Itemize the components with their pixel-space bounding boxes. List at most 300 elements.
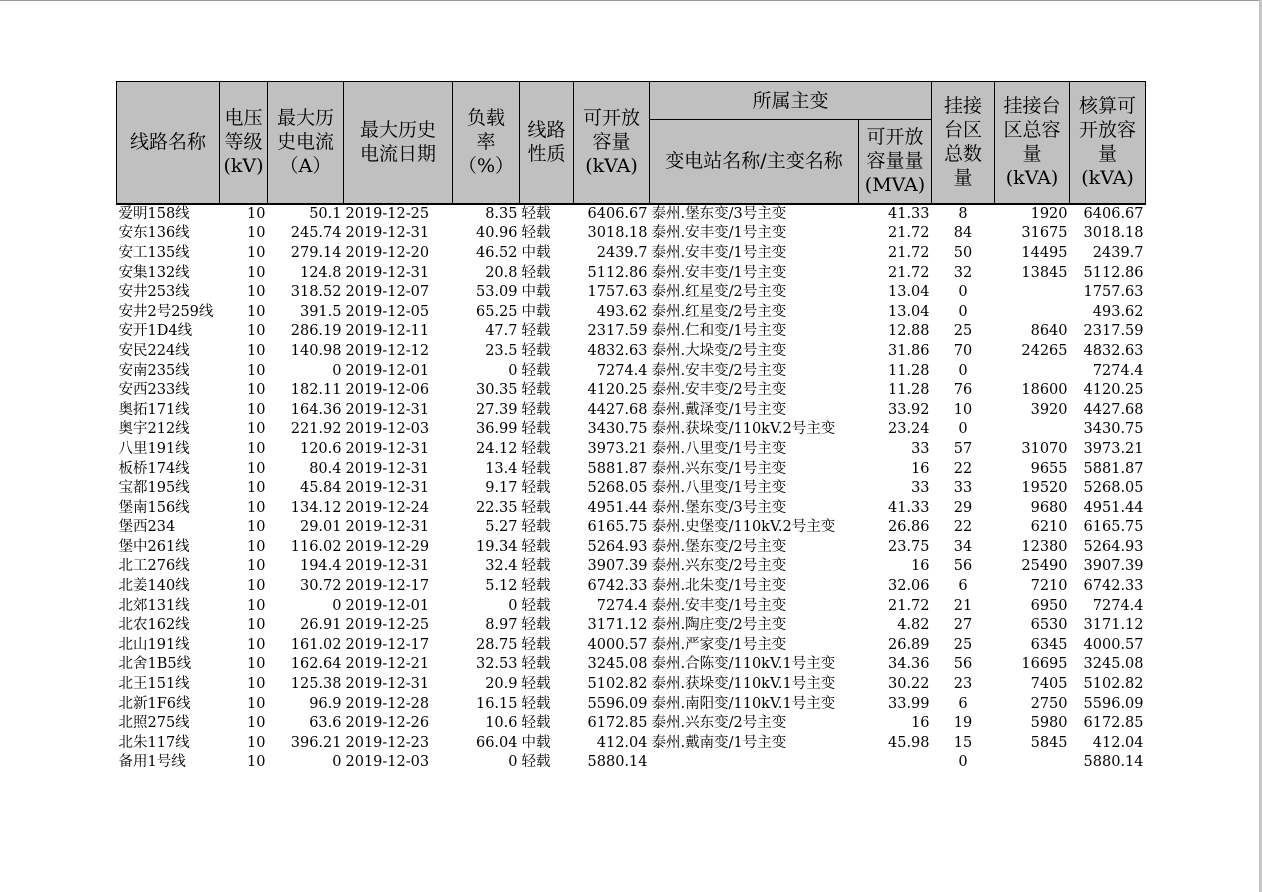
- cell-max-date: 2019-12-26: [345, 715, 430, 732]
- cell-nature: 轻载: [521, 558, 551, 575]
- cell-voltage: 10: [247, 676, 266, 693]
- cell-main-open-capacity: 33: [911, 440, 930, 457]
- header-verified-capacity: 核算可 开放容 量 (kVA): [1070, 82, 1146, 204]
- table-row: [117, 498, 1146, 518]
- cell-area-total-capacity: 2750: [1030, 695, 1068, 712]
- cell-verified-capacity: 3018.18: [1083, 225, 1144, 242]
- cell-open-capacity: 4832.63: [587, 342, 648, 359]
- cell-max-current: 221.92: [290, 421, 342, 438]
- cell-verified-capacity: 4427.68: [1083, 401, 1144, 418]
- cell-open-capacity: 5102.82: [587, 676, 648, 693]
- cell-open-capacity: 3430.75: [587, 421, 648, 438]
- table-row: [117, 479, 1146, 499]
- cell-load-rate: 0: [508, 362, 518, 379]
- cell-open-capacity: 5596.09: [587, 695, 648, 712]
- table-row: [117, 636, 1146, 656]
- cell-voltage: 10: [247, 362, 266, 379]
- cell-voltage: 10: [247, 264, 266, 281]
- cell-verified-capacity: 3907.39: [1083, 558, 1144, 575]
- cell-verified-capacity: 4000.57: [1083, 636, 1144, 653]
- table-row: [117, 224, 1146, 244]
- cell-nature: 轻载: [521, 480, 551, 497]
- cell-max-current: 50.1: [309, 205, 342, 222]
- cell-line-name: 安南235线: [118, 362, 190, 379]
- cell-main-open-capacity: 45.98: [888, 734, 930, 751]
- cell-max-current: 162.64: [290, 656, 342, 673]
- cell-area-total-capacity: [995, 361, 1070, 381]
- cell-nature: 轻载: [521, 382, 551, 399]
- header-line-name: 线路名称: [117, 82, 220, 204]
- cell-max-date: 2019-12-31: [345, 440, 430, 457]
- cell-nature: 轻载: [521, 225, 551, 242]
- cell-load-rate: 28.75: [475, 636, 518, 653]
- cell-max-current: 80.4: [309, 460, 342, 477]
- cell-nature: 轻载: [521, 695, 551, 712]
- cell-max-date: 2019-12-01: [345, 597, 430, 614]
- cell-substation: 泰州.大垛变/2号主变: [651, 342, 787, 359]
- cell-max-current: 63.6: [309, 715, 342, 732]
- cell-max-current: 161.02: [290, 636, 342, 653]
- cell-main-open-capacity: 12.88: [888, 323, 930, 340]
- cell-main-open-capacity: 21.72: [888, 244, 930, 261]
- cell-main-open-capacity: 41.33: [888, 499, 930, 516]
- cell-open-capacity: 5881.87: [587, 460, 648, 477]
- cell-area-count: 8: [958, 205, 968, 222]
- cell-substation: 泰州.堡东变/3号主变: [651, 205, 787, 222]
- header-open-capacity: 可开放 容量 (kVA): [574, 82, 650, 204]
- cell-verified-capacity: 5596.09: [1083, 695, 1144, 712]
- cell-nature: 轻载: [521, 264, 551, 281]
- cell-area-total-capacity: [995, 283, 1070, 303]
- cell-line-name: 奥宇212线: [118, 421, 190, 438]
- cell-open-capacity: 5880.14: [587, 754, 648, 771]
- cell-voltage: 10: [247, 342, 266, 359]
- cell-substation: 泰州.兴东变/2号主变: [651, 715, 787, 732]
- cell-area-count: 57: [953, 440, 973, 457]
- cell-voltage: 10: [247, 480, 266, 497]
- cell-voltage: 10: [247, 460, 266, 477]
- cell-area-total-capacity: 9680: [1030, 499, 1068, 516]
- cell-max-date: 2019-12-01: [345, 362, 430, 379]
- cell-area-total-capacity: 31070: [1021, 440, 1068, 457]
- table-row: [117, 204, 1146, 225]
- cell-line-name: 北朱117线: [118, 734, 190, 751]
- cell-open-capacity: 6742.33: [587, 578, 648, 595]
- cell-open-capacity: 6165.75: [587, 519, 648, 536]
- cell-main-open-capacity: 34.36: [888, 656, 930, 673]
- cell-max-date: 2019-12-31: [345, 676, 430, 693]
- cell-max-current: 396.21: [290, 734, 342, 751]
- cell-nature: 轻载: [521, 323, 551, 340]
- cell-area-count: 0: [958, 362, 968, 379]
- cell-verified-capacity: 3973.21: [1083, 440, 1144, 457]
- cell-main-open-capacity: 11.28: [888, 382, 930, 399]
- cell-verified-capacity: 5112.86: [1083, 264, 1144, 281]
- table-row: [117, 714, 1146, 734]
- cell-open-capacity: 493.62: [596, 303, 648, 320]
- table-row: [117, 694, 1146, 714]
- cell-max-current: 318.52: [290, 284, 342, 301]
- cell-main-open-capacity: 16: [911, 558, 930, 575]
- cell-line-name: 北舍1B5线: [118, 656, 192, 673]
- cell-verified-capacity: 3430.75: [1083, 421, 1144, 438]
- cell-nature: 轻载: [521, 538, 551, 555]
- cell-max-current: 0: [332, 754, 342, 771]
- cell-substation: 泰州.安丰变/1号主变: [651, 225, 787, 242]
- cell-voltage: 10: [247, 578, 266, 595]
- cell-nature: 轻载: [521, 205, 551, 222]
- cell-verified-capacity: 6165.75: [1083, 519, 1144, 536]
- cell-max-current: 26.91: [299, 617, 342, 634]
- cell-voltage: 10: [247, 205, 266, 222]
- cell-line-name: 北照275线: [118, 715, 190, 732]
- cell-substation: 泰州.安丰变/1号主变: [651, 244, 787, 261]
- cell-max-current: 125.38: [290, 676, 342, 693]
- cell-max-date: 2019-12-31: [345, 264, 430, 281]
- cell-substation: 泰州.堡东变/3号主变: [651, 499, 787, 516]
- cell-open-capacity: 7274.4: [596, 362, 648, 379]
- cell-area-count: 27: [953, 617, 973, 634]
- cell-load-rate: 47.7: [485, 323, 518, 340]
- cell-load-rate: 19.34: [475, 538, 518, 555]
- header-max-current: 最大历 史电流 （A）: [268, 82, 344, 204]
- cell-substation: 泰州.北朱变/1号主变: [651, 578, 787, 595]
- header-voltage: 电压 等级 (kV): [220, 82, 268, 204]
- cell-main-open-capacity: 11.28: [888, 362, 930, 379]
- cell-open-capacity: 1757.63: [587, 284, 648, 301]
- cell-substation: 泰州.获垛变/110kV.2号主变: [651, 421, 836, 438]
- cell-area-count: 34: [953, 538, 973, 555]
- cell-area-total-capacity: [995, 753, 1070, 773]
- cell-area-total-capacity: 6345: [1030, 636, 1068, 653]
- cell-verified-capacity: 5880.14: [1083, 754, 1144, 771]
- cell-max-current: 0: [332, 597, 342, 614]
- cell-nature: 轻载: [521, 656, 551, 673]
- cell-max-current: 45.84: [299, 480, 342, 497]
- cell-open-capacity: 5264.93: [587, 538, 648, 555]
- cell-nature: 轻载: [521, 636, 551, 653]
- cell-substation: 泰州.安丰变/2号主变: [651, 382, 787, 399]
- cell-max-current: 286.19: [290, 323, 342, 340]
- cell-max-date: 2019-12-21: [345, 656, 430, 673]
- cell-area-total-capacity: 25490: [1021, 558, 1068, 575]
- cell-nature: 轻载: [521, 362, 551, 379]
- cell-max-date: 2019-12-11: [345, 323, 430, 340]
- cell-nature: 轻载: [521, 342, 551, 359]
- cell-line-name: 北王151线: [118, 676, 190, 693]
- table-row: [117, 596, 1146, 616]
- cell-substation: 泰州.戴泽变/1号主变: [651, 401, 787, 418]
- cell-line-name: 八里191线: [118, 440, 190, 457]
- cell-nature: 轻载: [521, 617, 551, 634]
- cell-substation: 泰州.合陈变/110kV.1号主变: [651, 656, 836, 673]
- table-row: [117, 342, 1146, 362]
- cell-max-current: 116.02: [290, 538, 342, 555]
- cell-verified-capacity: 3171.12: [1083, 617, 1144, 634]
- cell-max-date: 2019-12-06: [345, 382, 430, 399]
- cell-main-open-capacity: 13.04: [888, 284, 930, 301]
- cell-line-name: 堡南156线: [118, 499, 190, 516]
- cell-line-name: 堡中261线: [118, 538, 190, 555]
- cell-max-current: 391.5: [299, 303, 342, 320]
- cell-substation: 泰州.八里变/1号主变: [651, 440, 787, 457]
- sheet-top-border: [0, 0, 1262, 1]
- cell-area-count: 70: [953, 342, 973, 359]
- cell-max-current: 245.74: [290, 225, 342, 242]
- cell-area-count: 23: [953, 676, 973, 693]
- cell-area-count: 15: [953, 734, 973, 751]
- cell-area-total-capacity: 1920: [1030, 205, 1068, 222]
- cell-open-capacity: 5112.86: [587, 264, 648, 281]
- cell-max-current: 164.36: [290, 401, 342, 418]
- table-row: [117, 459, 1146, 479]
- cell-nature: 轻载: [521, 421, 551, 438]
- table-row: [117, 675, 1146, 695]
- cell-open-capacity: 412.04: [596, 734, 648, 751]
- cell-verified-capacity: 5102.82: [1083, 676, 1144, 693]
- cell-line-name: 安工135线: [118, 244, 190, 261]
- cell-open-capacity: 4120.25: [587, 382, 648, 399]
- cell-max-date: 2019-12-05: [345, 303, 430, 320]
- cell-line-name: 北郊131线: [118, 597, 190, 614]
- cell-nature: 轻载: [521, 499, 551, 516]
- cell-area-count: 50: [953, 244, 973, 261]
- cell-area-total-capacity: 31675: [1021, 225, 1068, 242]
- cell-max-current: 194.4: [299, 558, 342, 575]
- cell-max-date: 2019-12-29: [345, 538, 430, 555]
- table-row: [117, 518, 1146, 538]
- cell-max-date: 2019-12-31: [345, 558, 430, 575]
- cell-area-total-capacity: 12380: [1021, 538, 1068, 555]
- cell-main-open-capacity: 33: [911, 480, 930, 497]
- cell-main-open-capacity: 16: [911, 715, 930, 732]
- cell-voltage: 10: [247, 558, 266, 575]
- cell-nature: 轻载: [521, 460, 551, 477]
- cell-verified-capacity: 5881.87: [1083, 460, 1144, 477]
- cell-load-rate: 27.39: [475, 401, 518, 418]
- cell-verified-capacity: 4951.44: [1083, 499, 1144, 516]
- cell-max-date: 2019-12-31: [345, 401, 430, 418]
- cell-max-date: 2019-12-28: [345, 695, 430, 712]
- cell-area-count: 84: [953, 225, 973, 242]
- cell-max-date: 2019-12-12: [345, 342, 430, 359]
- cell-load-rate: 23.5: [485, 342, 518, 359]
- cell-voltage: 10: [247, 401, 266, 418]
- cell-area-count: 29: [953, 499, 973, 516]
- cell-load-rate: 30.35: [475, 382, 518, 399]
- cell-area-count: 33: [953, 480, 973, 497]
- cell-area-total-capacity: 13845: [1021, 264, 1068, 281]
- cell-load-rate: 20.9: [485, 676, 518, 693]
- cell-area-total-capacity: 5980: [1030, 715, 1068, 732]
- cell-nature: 中载: [521, 303, 551, 320]
- table-row: [117, 655, 1146, 675]
- cell-area-total-capacity: 7405: [1030, 676, 1068, 693]
- cell-area-count: 19: [953, 715, 973, 732]
- cell-main-open-capacity: [859, 753, 932, 773]
- cell-area-count: 0: [958, 754, 968, 771]
- cell-max-current: 134.12: [290, 499, 342, 516]
- cell-open-capacity: 7274.4: [596, 597, 648, 614]
- cell-main-open-capacity: 23.75: [888, 538, 930, 555]
- cell-open-capacity: 3973.21: [587, 440, 648, 457]
- cell-area-total-capacity: 6210: [1030, 519, 1068, 536]
- cell-main-open-capacity: 16: [911, 460, 930, 477]
- cell-voltage: 10: [247, 715, 266, 732]
- header-substation: 变电站名称/主变名称: [650, 120, 859, 204]
- cell-verified-capacity: 6742.33: [1083, 578, 1144, 595]
- table-row: [117, 734, 1146, 754]
- cell-nature: 轻载: [521, 715, 551, 732]
- cell-verified-capacity: 3245.08: [1083, 656, 1144, 673]
- header-nature: 线路 性质: [520, 82, 574, 204]
- cell-max-date: 2019-12-25: [345, 617, 430, 634]
- cell-area-total-capacity: 6530: [1030, 617, 1068, 634]
- cell-voltage: 10: [247, 244, 266, 261]
- cell-verified-capacity: 1757.63: [1083, 284, 1144, 301]
- cell-load-rate: 32.53: [475, 656, 518, 673]
- cell-area-count: 56: [953, 558, 973, 575]
- cell-main-open-capacity: 23.24: [888, 421, 930, 438]
- cell-load-rate: 10.6: [485, 715, 518, 732]
- cell-max-date: 2019-12-23: [345, 734, 430, 751]
- cell-voltage: 10: [247, 519, 266, 536]
- cell-substation: 泰州.安丰变/2号主变: [651, 362, 787, 379]
- cell-open-capacity: 4427.68: [587, 401, 648, 418]
- cell-substation: [650, 753, 859, 773]
- cell-line-name: 爱明158线: [118, 205, 190, 222]
- cell-area-count: 6: [958, 695, 968, 712]
- cell-verified-capacity: 4120.25: [1083, 382, 1144, 399]
- cell-line-name: 备用1号线: [118, 754, 186, 771]
- table-row: [117, 753, 1146, 773]
- cell-substation: 泰州.红星变/2号主变: [651, 303, 787, 320]
- cell-max-current: 96.9: [309, 695, 342, 712]
- table-row: [117, 381, 1146, 401]
- cell-voltage: 10: [247, 636, 266, 653]
- cell-voltage: 10: [247, 421, 266, 438]
- table-row: [117, 440, 1146, 460]
- cell-nature: 轻载: [521, 401, 551, 418]
- table-row: [117, 557, 1146, 577]
- cell-load-rate: 24.12: [475, 440, 518, 457]
- cell-substation: 泰州.南阳变/110kV.1号主变: [651, 695, 836, 712]
- cell-line-name: 安东136线: [118, 225, 190, 242]
- cell-open-capacity: 2317.59: [587, 323, 648, 340]
- cell-load-rate: 16.15: [475, 695, 518, 712]
- cell-max-current: 182.11: [290, 382, 342, 399]
- cell-line-name: 堡西234: [118, 519, 176, 536]
- table-body: [117, 204, 1146, 773]
- cell-verified-capacity: 2439.7: [1092, 244, 1144, 261]
- cell-voltage: 10: [247, 617, 266, 634]
- cell-nature: 轻载: [521, 676, 551, 693]
- cell-line-name: 安开1D4线: [118, 323, 193, 340]
- cell-max-current: 140.98: [290, 342, 342, 359]
- table-row: [117, 302, 1146, 322]
- cell-area-count: 0: [958, 284, 968, 301]
- cell-load-rate: 5.12: [485, 578, 518, 595]
- cell-max-current: 120.6: [299, 440, 342, 457]
- cell-voltage: 10: [247, 656, 266, 673]
- cell-voltage: 10: [247, 499, 266, 516]
- cell-main-open-capacity: 31.86: [888, 342, 930, 359]
- cell-verified-capacity: 5264.93: [1083, 538, 1144, 555]
- cell-line-name: 安集132线: [118, 264, 190, 281]
- cell-verified-capacity: 412.04: [1092, 734, 1144, 751]
- cell-area-total-capacity: 24265: [1021, 342, 1068, 359]
- cell-area-total-capacity: 7210: [1030, 578, 1068, 595]
- cell-area-count: 0: [958, 303, 968, 320]
- header-max-date: 最大历史 电流日期: [344, 82, 453, 204]
- cell-nature: 轻载: [521, 519, 551, 536]
- cell-open-capacity: 5268.05: [587, 480, 648, 497]
- table-row: [117, 244, 1146, 264]
- cell-verified-capacity: 6406.67: [1083, 205, 1144, 222]
- cell-area-total-capacity: [995, 420, 1070, 440]
- header-load-rate: 负载 率 （%）: [453, 82, 520, 204]
- cell-main-open-capacity: 26.89: [888, 636, 930, 653]
- cell-area-count: 32: [953, 264, 973, 281]
- cell-line-name: 安井2号259线: [118, 303, 214, 320]
- cell-verified-capacity: 7274.4: [1092, 362, 1144, 379]
- cell-verified-capacity: 7274.4: [1092, 597, 1144, 614]
- cell-line-name: 奥拓171线: [118, 401, 190, 418]
- cell-nature: 轻载: [521, 440, 551, 457]
- cell-voltage: 10: [247, 734, 266, 751]
- cell-area-count: 76: [953, 382, 973, 399]
- cell-area-count: 6: [958, 578, 968, 595]
- cell-voltage: 10: [247, 538, 266, 555]
- cell-max-date: 2019-12-24: [345, 499, 430, 516]
- cell-open-capacity: 3018.18: [587, 225, 648, 242]
- cell-load-rate: 13.4: [485, 460, 518, 477]
- cell-line-name: 安西233线: [118, 382, 190, 399]
- cell-nature: 轻载: [521, 597, 551, 614]
- cell-line-name: 安井253线: [118, 284, 190, 301]
- cell-substation: 泰州.安丰变/1号主变: [651, 264, 787, 281]
- cell-line-name: 北农162线: [118, 617, 190, 634]
- table-row: [117, 616, 1146, 636]
- cell-substation: 泰州.获垛变/110kV.1号主变: [651, 676, 836, 693]
- cell-line-name: 宝都195线: [118, 480, 190, 497]
- cell-verified-capacity: 493.62: [1092, 303, 1144, 320]
- cell-substation: 泰州.兴东变/1号主变: [651, 460, 787, 477]
- cell-substation: 泰州.安丰变/1号主变: [651, 597, 787, 614]
- cell-open-capacity: 4951.44: [587, 499, 648, 516]
- cell-line-name: 安民224线: [118, 342, 190, 359]
- table-row: [117, 420, 1146, 440]
- cell-max-date: 2019-12-31: [345, 519, 430, 536]
- cell-verified-capacity: 4832.63: [1083, 342, 1144, 359]
- cell-area-total-capacity: 19520: [1021, 480, 1068, 497]
- cell-substation: 泰州.戴南变/1号主变: [651, 734, 787, 751]
- cell-voltage: 10: [247, 754, 266, 771]
- cell-load-rate: 36.99: [475, 421, 518, 438]
- cell-voltage: 10: [247, 695, 266, 712]
- cell-load-rate: 53.09: [475, 284, 518, 301]
- cell-area-total-capacity: 14495: [1021, 244, 1068, 261]
- cell-substation: 泰州.严家变/1号主变: [651, 636, 787, 653]
- table-row: [117, 361, 1146, 381]
- cell-main-open-capacity: 41.33: [888, 205, 930, 222]
- cell-substation: 泰州.堡东变/2号主变: [651, 538, 787, 555]
- cell-substation: 泰州.陶庄变/2号主变: [651, 617, 787, 634]
- cell-open-capacity: 3245.08: [587, 656, 648, 673]
- cell-nature: 轻载: [521, 754, 551, 771]
- cell-open-capacity: 6406.67: [587, 205, 648, 222]
- cell-open-capacity: 3171.12: [587, 617, 648, 634]
